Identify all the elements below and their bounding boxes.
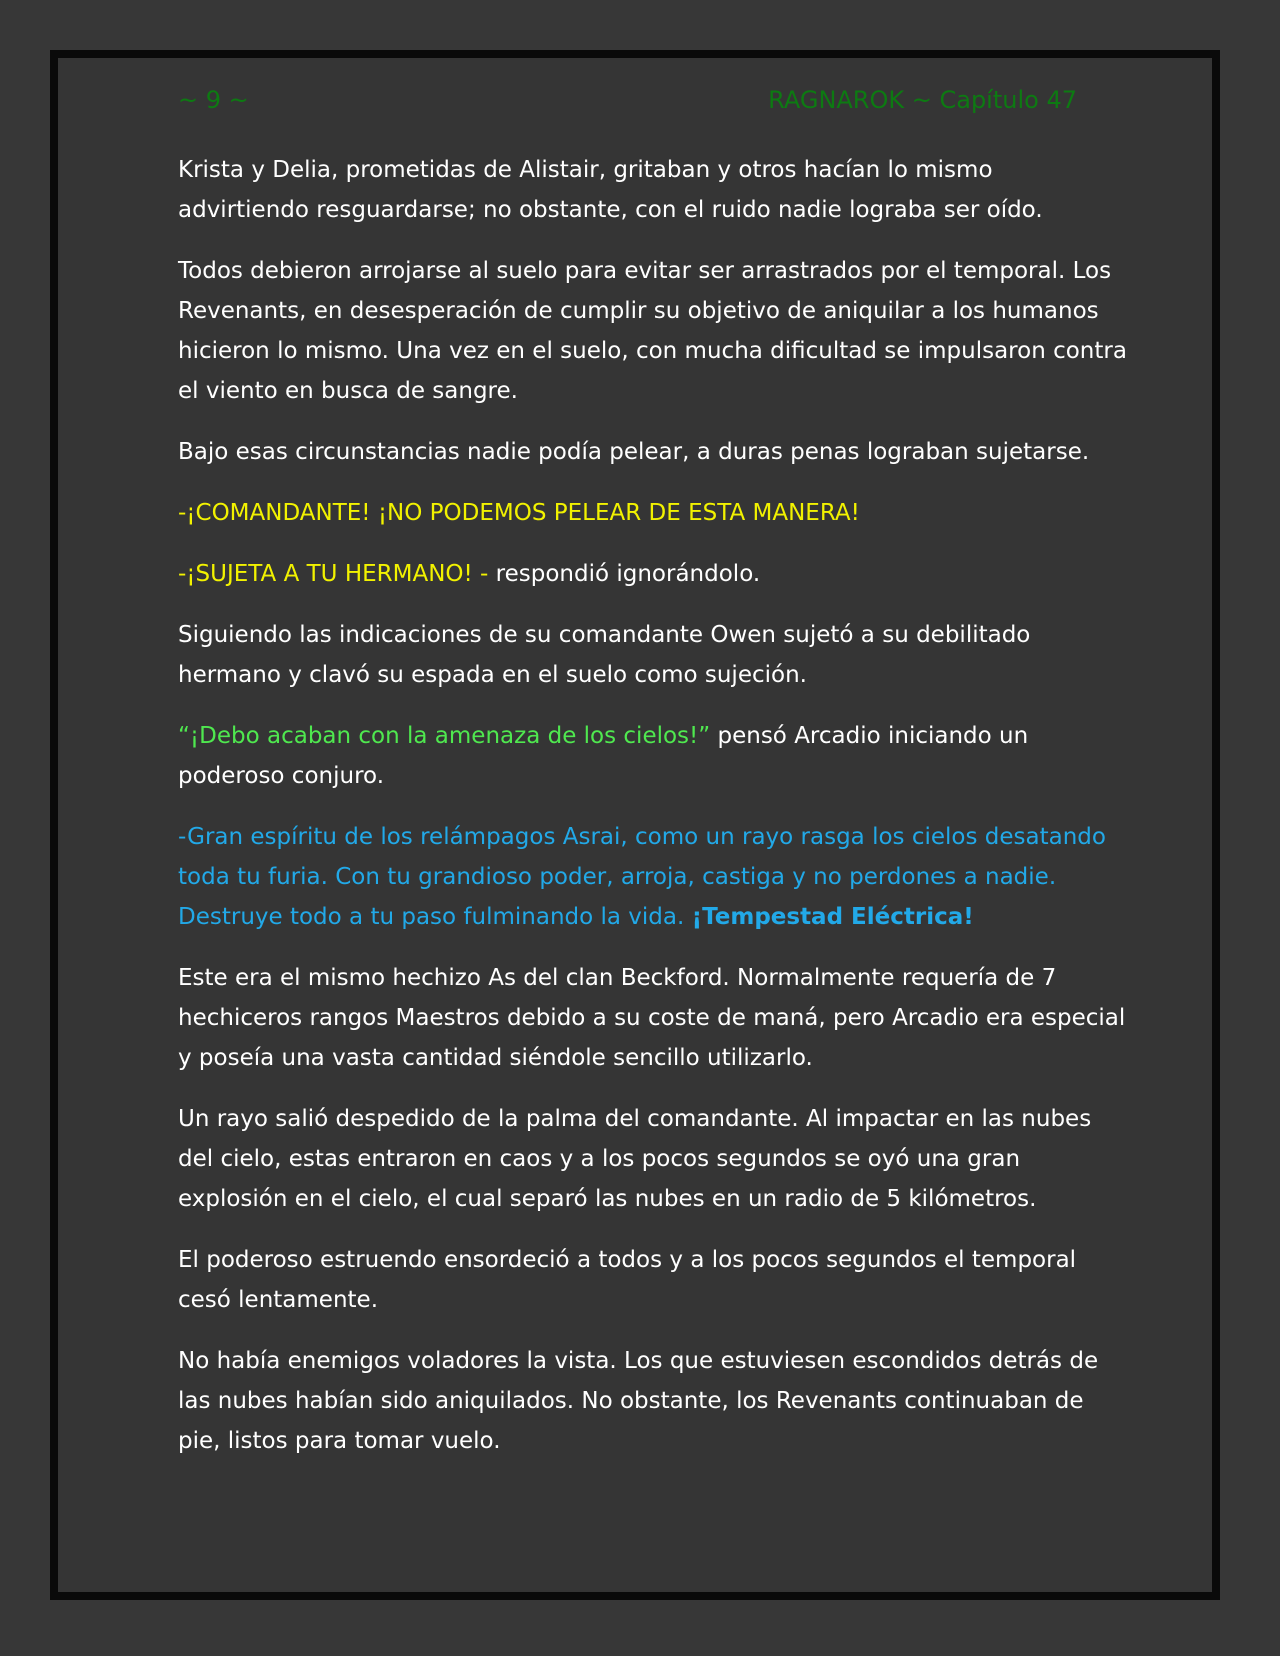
paragraph-2: Todos debieron arrojarse al suelo para evitar ser arrastrados por el temporal. Los Revenants, en desesperación de cumplir su objetivo de aniquilar a los humanos hicieron lo mismo. Una vez en el suelo, con mucha dificultad se impulsaron contra el viento en busca de sangre.: [178, 258, 1127, 404]
page-number: ~ 9 ~: [178, 86, 249, 114]
paragraph-1: Krista y Delia, prometidas de Alistair, gritaban y otros hacían lo mismo advirtiendo resguardarse; no obstante, con el ruido nadie lograba ser oído.: [178, 157, 1043, 223]
narration-5: respondió ignorándolo.: [488, 561, 761, 587]
narration-7: pensó Arcadio iniciando un poderoso conjuro.: [178, 723, 1029, 789]
paragraph-12: No había enemigos voladores la vista. Los que estuviesen escondidos detrás de las nubes habían sido aniquilados. No obstante, los Revenants continuaban de pie, listos para tomar vuelo.: [178, 1348, 1099, 1454]
paragraph-7: [178, 716, 1128, 796]
paragraph-9: Este era el mismo hechizo As del clan Beckford. Normalmente requería de 7 hechiceros rangos Maestros debido a su coste de maná, pero Arcadio era especial y poseía una vasta cantidad siéndole sencillo utilizarlo.: [178, 965, 1126, 1071]
dialogue-shout-1: -¡COMANDANTE! ¡NO PODEMOS PELEAR DE ESTA MANERA!: [178, 500, 860, 526]
paragraph-8: [178, 817, 1128, 937]
page-header: [178, 86, 1077, 122]
thought-text: “¡Debo acaban con la amenaza de los cielos!”: [178, 723, 711, 749]
paragraph-6: Siguiendo las indicaciones de su comandante Owen sujetó a su debilitado hermano y clavó su espada en el suelo como sujeción.: [178, 622, 1031, 688]
spell-name: ¡Tempestad Eléctrica!: [691, 904, 974, 930]
paragraph-10: Un rayo salió despedido de la palma del comandante. Al impactar en las nubes del cielo, estas entraron en caos y a los pocos segundos se oyó una gran explosión en el cielo, el cual separó las nubes en un radio de 5 kilómetros.: [178, 1106, 1092, 1212]
paragraph-5: [178, 554, 1128, 594]
spell-incantation: -Gran espíritu de los relámpagos Asrai, como un rayo rasga los cielos desatando toda tu furia. Con tu grandioso poder, arroja, castiga y no perdones a nadie. Destruye todo a tu paso fulminando la vida.: [178, 824, 1106, 930]
book-page: [50, 50, 1220, 1600]
running-title: RAGNAROK ~ Capítulo 47: [768, 86, 1077, 114]
paragraph-11: El poderoso estruendo ensordeció a todos y a los pocos segundos el temporal cesó lentamente.: [178, 1247, 1077, 1313]
paragraph-3: Bajo esas circunstancias nadie podía pelear, a duras penas lograban sujetarse.: [178, 439, 1090, 465]
dialogue-shout-2: -¡SUJETA A TU HERMANO! -: [178, 561, 489, 587]
page-body: [178, 150, 1128, 1482]
